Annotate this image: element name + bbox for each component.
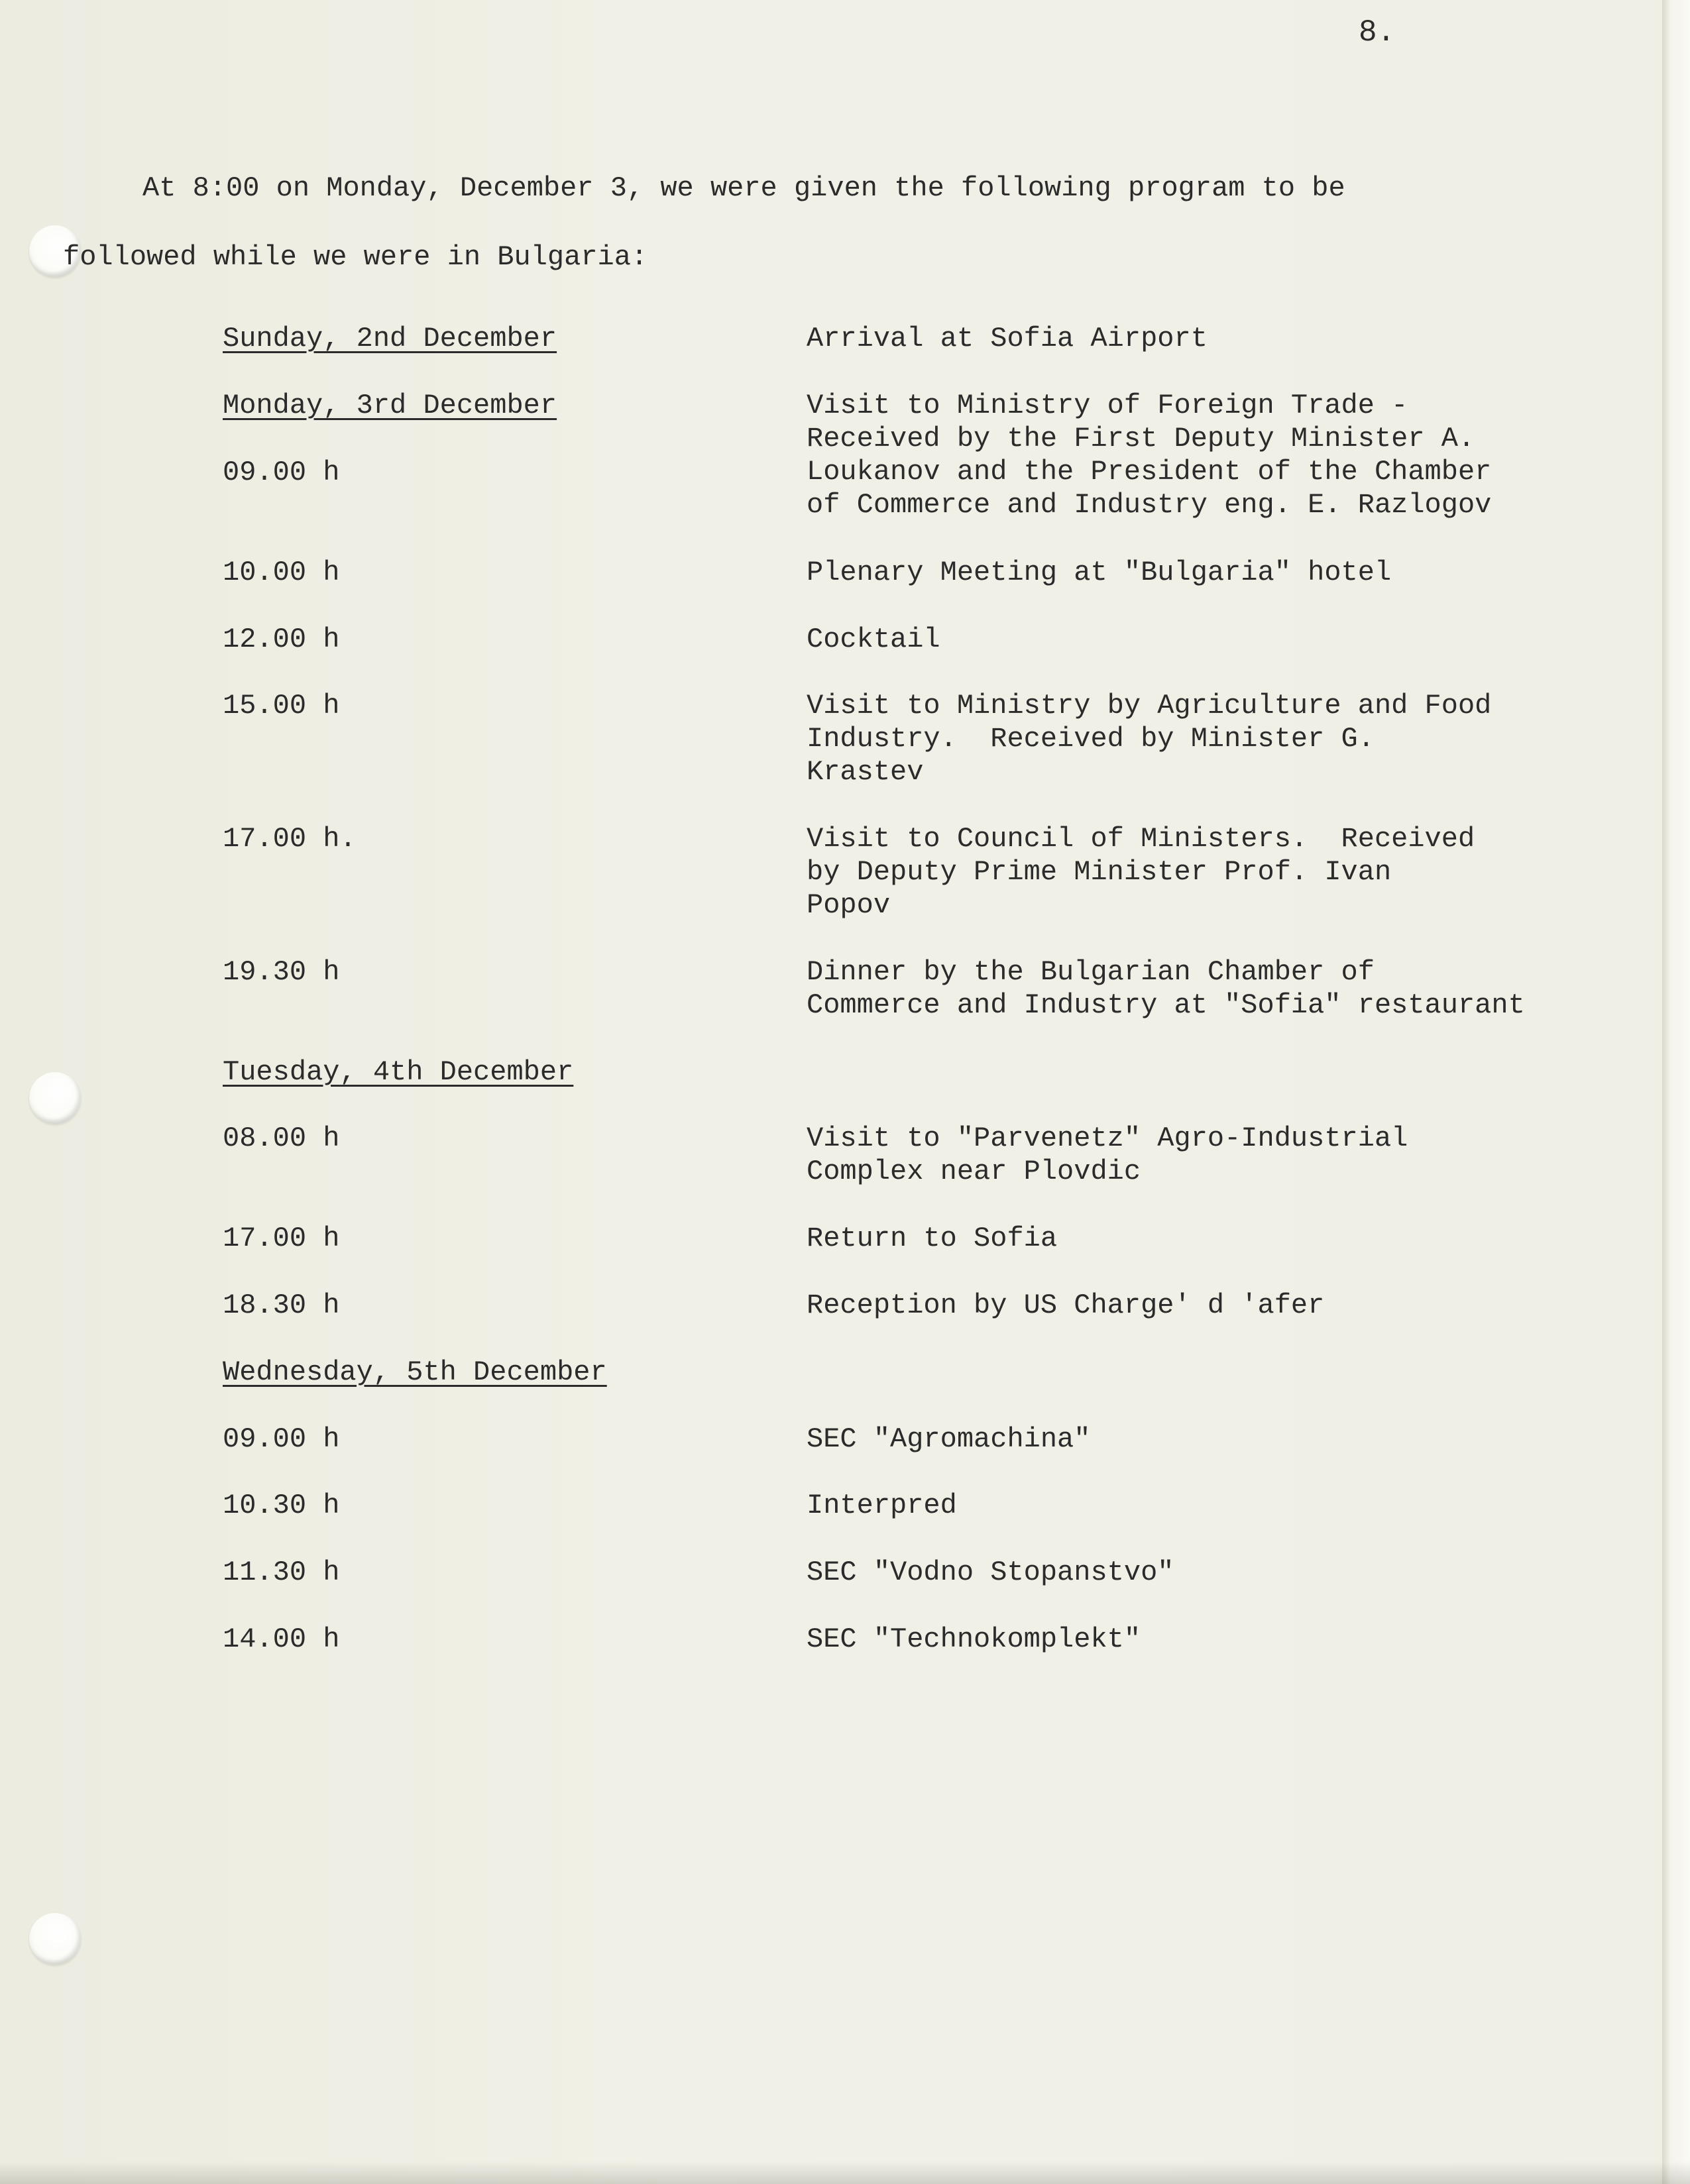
day-heading-sunday: Sunday, 2nd December: [223, 323, 557, 355]
day-heading-tuesday: Tuesday, 4th December: [223, 1056, 574, 1088]
time-monday-1000: 10.00 h: [223, 557, 340, 588]
page-number: 8.: [1359, 15, 1396, 50]
activity-monday-1000: Plenary Meeting at "Bulgaria" hotel: [807, 557, 1392, 588]
time-tuesday-0800: 08.00 h: [223, 1122, 340, 1154]
day-heading-wednesday: Wednesday, 5th December: [223, 1356, 607, 1388]
activity-monday-1500: Visit to Ministry by Agriculture and Food Industry. Received by Minister G. Krastev: [807, 690, 1492, 788]
activity-tuesday-1700: Return to Sofia: [807, 1223, 1058, 1254]
time-monday-0900: 09.00 h: [223, 457, 340, 488]
intro-paragraph: [63, 154, 1455, 292]
time-wednesday-1400: 14.00 h: [223, 1623, 340, 1655]
time-wednesday-1130: 11.30 h: [223, 1556, 340, 1588]
activity-tuesday-1830: Reception by US Charge' d 'afer: [807, 1289, 1325, 1321]
time-tuesday-1700: 17.00 h: [223, 1223, 340, 1254]
activity-monday-0900: Visit to Ministry of Foreign Trade - Received by the First Deputy Minister A. Loukanov and the President of the Chamber of Commerce and Industry eng. E. Razlogov: [807, 390, 1492, 521]
page-edge: [1662, 0, 1690, 2184]
activity-wednesday-0900: SEC "Agromachina": [807, 1423, 1091, 1455]
binder-hole-middle: [29, 1072, 81, 1124]
activity-sunday-arrival: Arrival at Sofia Airport: [807, 323, 1208, 355]
activity-tuesday-0800: Visit to "Parvenetz" Agro-Industrial Complex near Plovdic: [807, 1122, 1408, 1187]
time-wednesday-1030: 10.30 h: [223, 1490, 340, 1521]
activity-wednesday-1030: Interpred: [807, 1490, 957, 1521]
activity-monday-1200: Cocktail: [807, 624, 940, 655]
activity-wednesday-1400: SEC "Technokomplekt": [807, 1623, 1141, 1655]
activity-monday-1700: Visit to Council of Ministers. Received by Deputy Prime Minister Prof. Ivan Popov: [807, 823, 1475, 921]
time-monday-1200: 12.00 h: [223, 624, 340, 655]
time-monday-1700: 17.00 h.: [223, 823, 357, 855]
intro-line-1: At 8:00 on Monday, December 3, we were given the following program to be: [142, 172, 1345, 204]
activity-monday-1930: Dinner by the Bulgarian Chamber of Commerce and Industry at "Sofia" restaurant: [807, 956, 1525, 1021]
time-monday-1500: 15.00 h: [223, 690, 340, 722]
day-heading-monday: Monday, 3rd December: [223, 390, 557, 421]
time-monday-1930: 19.30 h: [223, 956, 340, 988]
time-wednesday-0900: 09.00 h: [223, 1423, 340, 1455]
intro-line-2: followed while we were in Bulgaria:: [63, 241, 648, 273]
binder-hole-bottom: [29, 1913, 81, 1965]
time-tuesday-1830: 18.30 h: [223, 1289, 340, 1321]
page-bottom-shadow: [0, 2161, 1690, 2184]
activity-wednesday-1130: SEC "Vodno Stopanstvo": [807, 1556, 1174, 1588]
